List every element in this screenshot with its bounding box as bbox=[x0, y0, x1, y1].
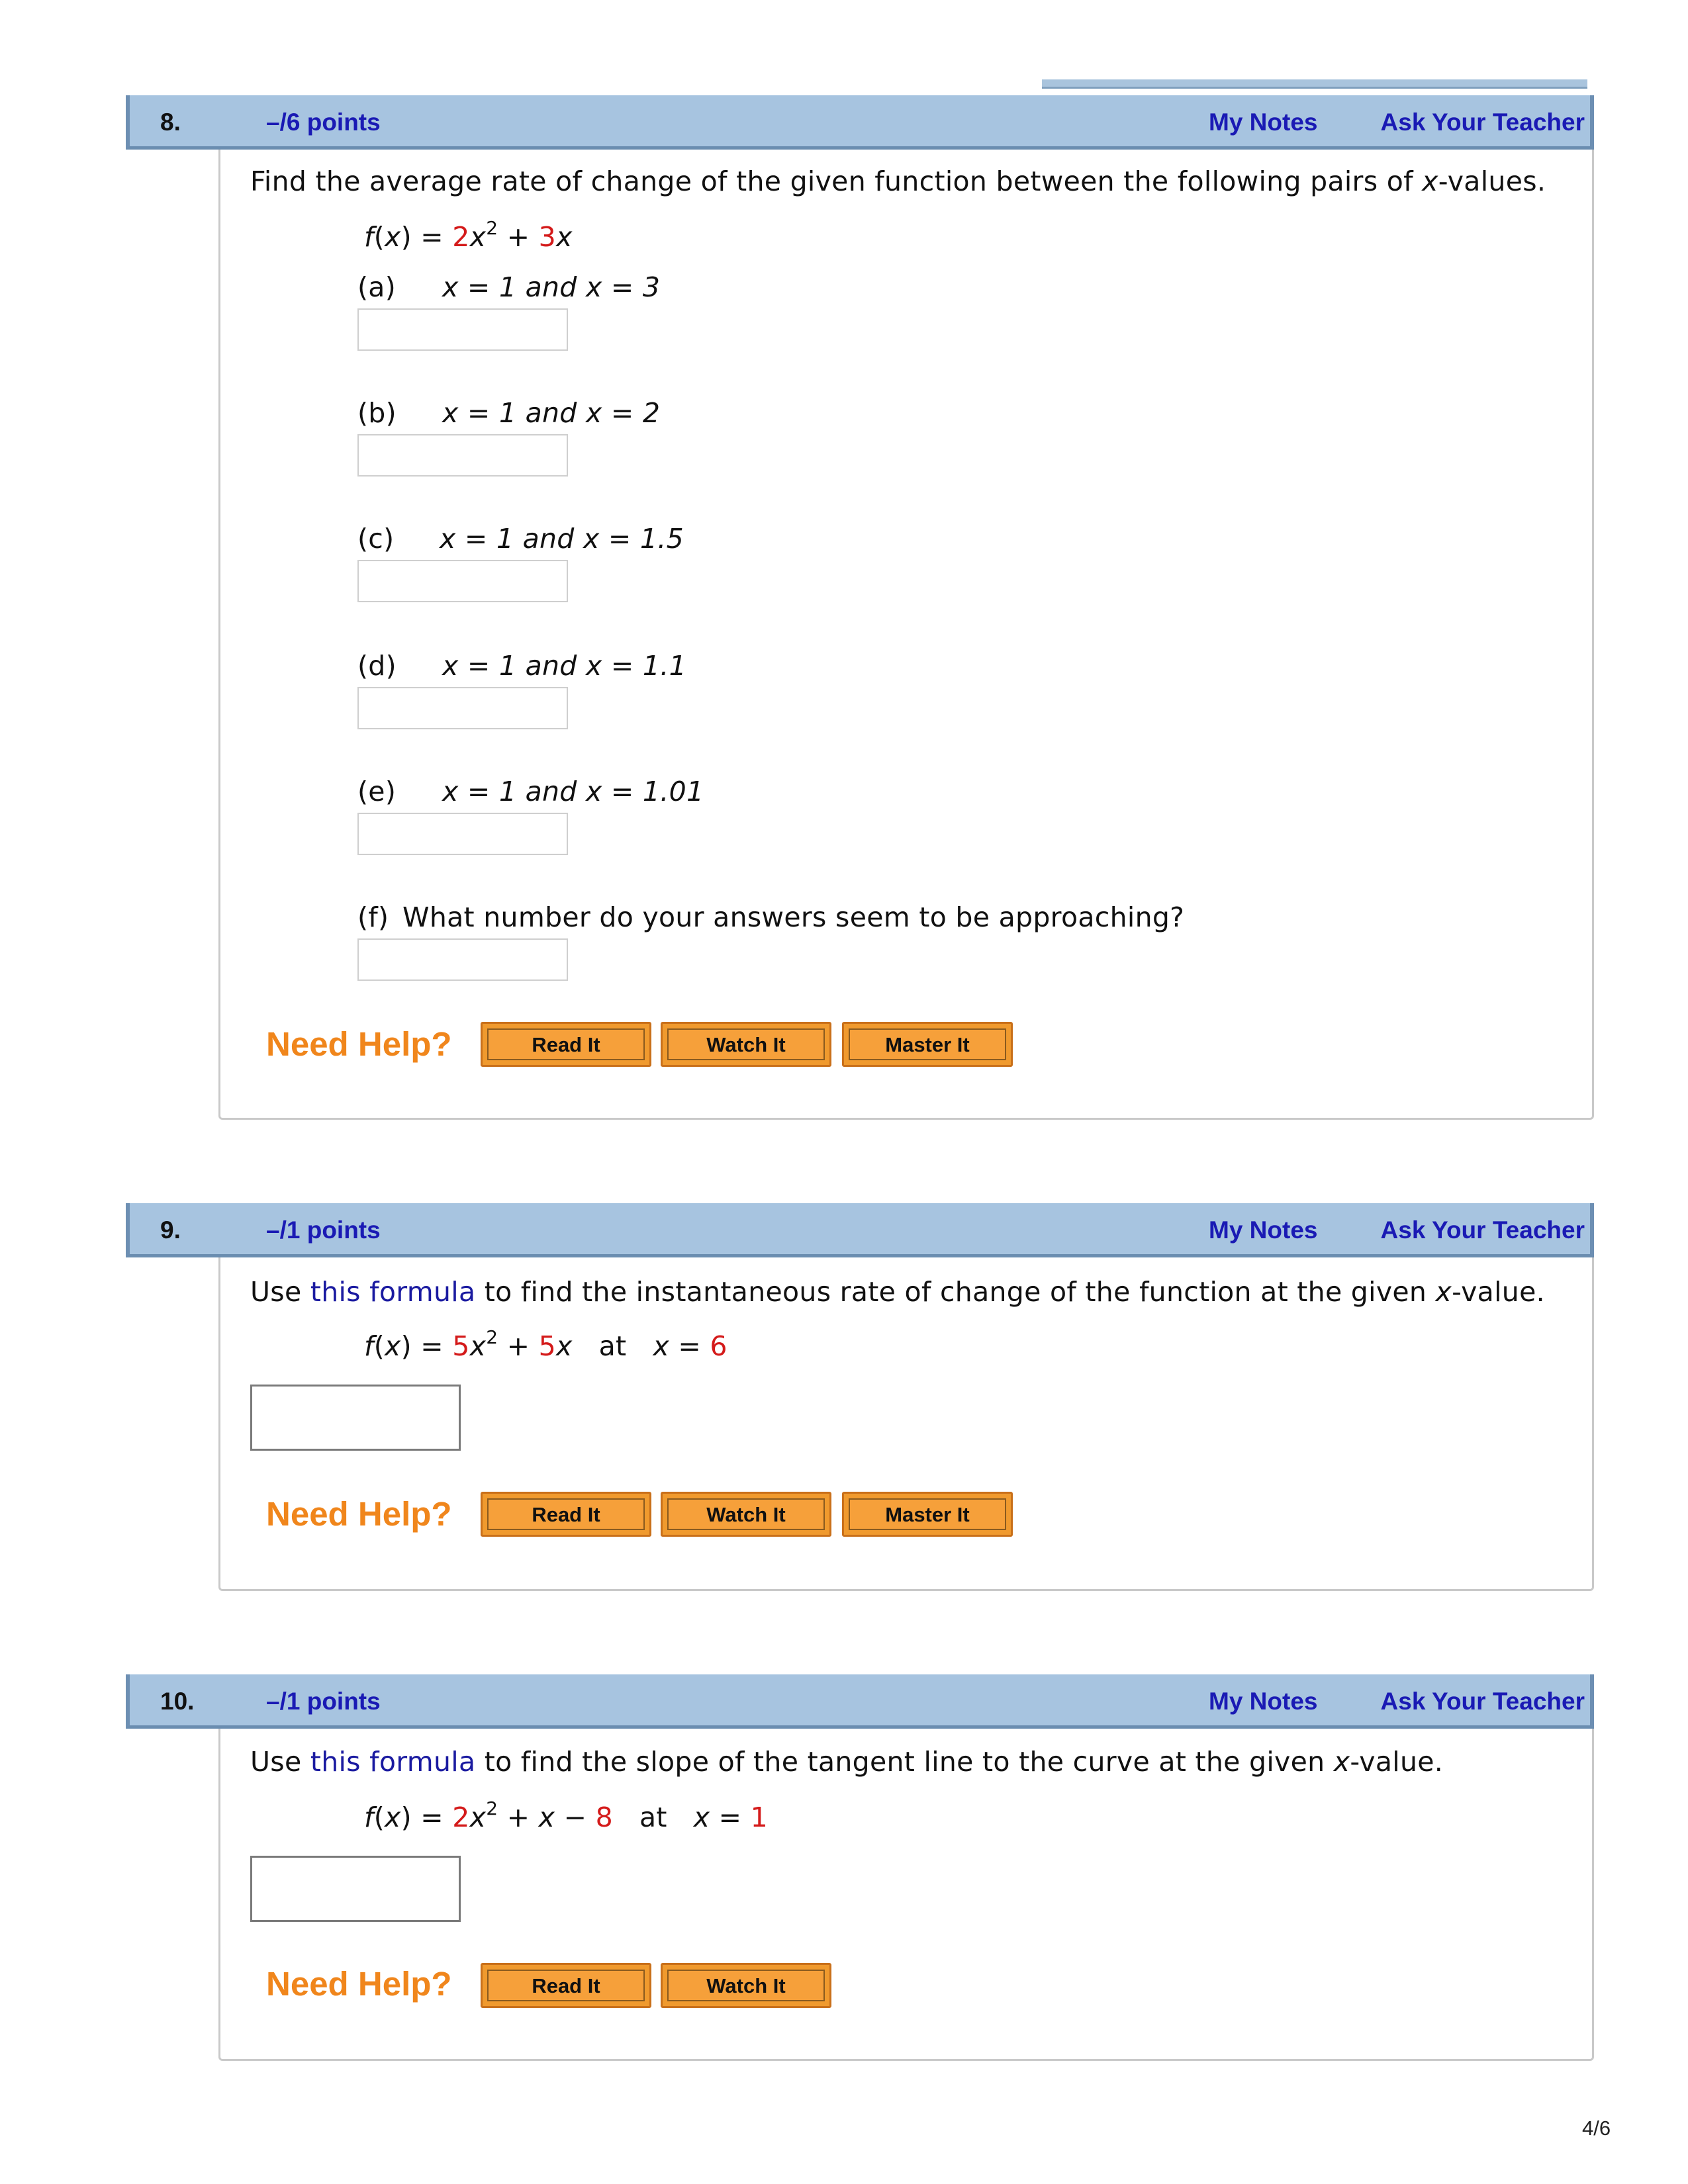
part-e-label: (e) bbox=[357, 776, 397, 807]
part-f-answer-input[interactable] bbox=[357, 938, 568, 981]
part-d-condition: x = 1 and x = 1.1 bbox=[442, 650, 686, 682]
part-e-condition: x = 1 and x = 1.01 bbox=[442, 776, 704, 807]
question-10-header bbox=[126, 1674, 1594, 1729]
question-8-header bbox=[126, 95, 1594, 150]
part-a-label: (a) bbox=[357, 271, 397, 303]
part-a-answer-input[interactable] bbox=[357, 308, 568, 351]
ask-your-teacher-link[interactable]: Ask Your Teacher bbox=[1380, 1216, 1585, 1244]
function-definition: $f(x) = 5x^2 + 5x$ at x = 6 bbox=[364, 1326, 727, 1362]
need-help-label: Need Help? bbox=[266, 1495, 452, 1533]
function-definition: $f(x) = 2x^2 + 3x$ bbox=[364, 217, 573, 253]
part-f-question: What number do your answers seem to be approaching? bbox=[402, 901, 1185, 933]
read-it-button[interactable]: Read It bbox=[481, 1022, 651, 1067]
ask-your-teacher-link[interactable]: Ask Your Teacher bbox=[1380, 1688, 1585, 1715]
points-label: –/1 points bbox=[266, 1216, 381, 1244]
question-number: 8. bbox=[160, 109, 181, 136]
question-number: 10. bbox=[160, 1688, 195, 1715]
watch-it-button[interactable]: Watch It bbox=[661, 1963, 831, 2008]
part-d-answer-input[interactable] bbox=[357, 687, 568, 729]
watch-it-button[interactable]: Watch It bbox=[661, 1022, 831, 1067]
part-b-answer-input[interactable] bbox=[357, 434, 568, 477]
need-help-label: Need Help? bbox=[266, 1965, 452, 2003]
points-label: –/6 points bbox=[266, 109, 381, 136]
part-a-condition: x = 1 and x = 3 bbox=[442, 271, 661, 303]
top-divider bbox=[1042, 79, 1587, 89]
part-c-label: (c) bbox=[357, 523, 395, 555]
read-it-button[interactable]: Read It bbox=[481, 1963, 651, 2008]
my-notes-link[interactable]: My Notes bbox=[1209, 109, 1318, 136]
answer-input[interactable] bbox=[250, 1385, 461, 1451]
need-help-label: Need Help? bbox=[266, 1025, 452, 1063]
part-f-label: (f) bbox=[357, 901, 389, 933]
read-it-button[interactable]: Read It bbox=[481, 1492, 651, 1537]
my-notes-link[interactable]: My Notes bbox=[1209, 1216, 1318, 1244]
part-b-label: (b) bbox=[357, 397, 397, 429]
page-number: 4/6 bbox=[1582, 2116, 1611, 2140]
part-c-answer-input[interactable] bbox=[357, 560, 568, 602]
formula-link[interactable]: this formula bbox=[310, 1276, 476, 1308]
part-c-condition: x = 1 and x = 1.5 bbox=[440, 523, 684, 555]
watch-it-button[interactable]: Watch It bbox=[661, 1492, 831, 1537]
question-prompt: Find the average rate of change of the given function between the following pairs of x-values. bbox=[250, 165, 1546, 197]
function-definition: $f(x) = 2x^2 + x - 8$ at x = 1 bbox=[364, 1797, 769, 1833]
ask-your-teacher-link[interactable]: Ask Your Teacher bbox=[1380, 109, 1585, 136]
points-label: –/1 points bbox=[266, 1688, 381, 1715]
my-notes-link[interactable]: My Notes bbox=[1209, 1688, 1318, 1715]
question-prompt: Use this formula to find the slope of the tangent line to the curve at the given x-value. bbox=[250, 1746, 1444, 1778]
part-b-condition: x = 1 and x = 2 bbox=[442, 397, 661, 429]
formula-link[interactable]: this formula bbox=[310, 1746, 476, 1778]
part-d-label: (d) bbox=[357, 650, 397, 682]
answer-input[interactable] bbox=[250, 1856, 461, 1922]
master-it-button[interactable]: Master It bbox=[842, 1022, 1013, 1067]
question-number: 9. bbox=[160, 1216, 181, 1244]
question-9-header bbox=[126, 1203, 1594, 1257]
part-e-answer-input[interactable] bbox=[357, 813, 568, 855]
master-it-button[interactable]: Master It bbox=[842, 1492, 1013, 1537]
question-prompt: Use this formula to find the instantaneous rate of change of the function at the given x-value. bbox=[250, 1276, 1545, 1308]
